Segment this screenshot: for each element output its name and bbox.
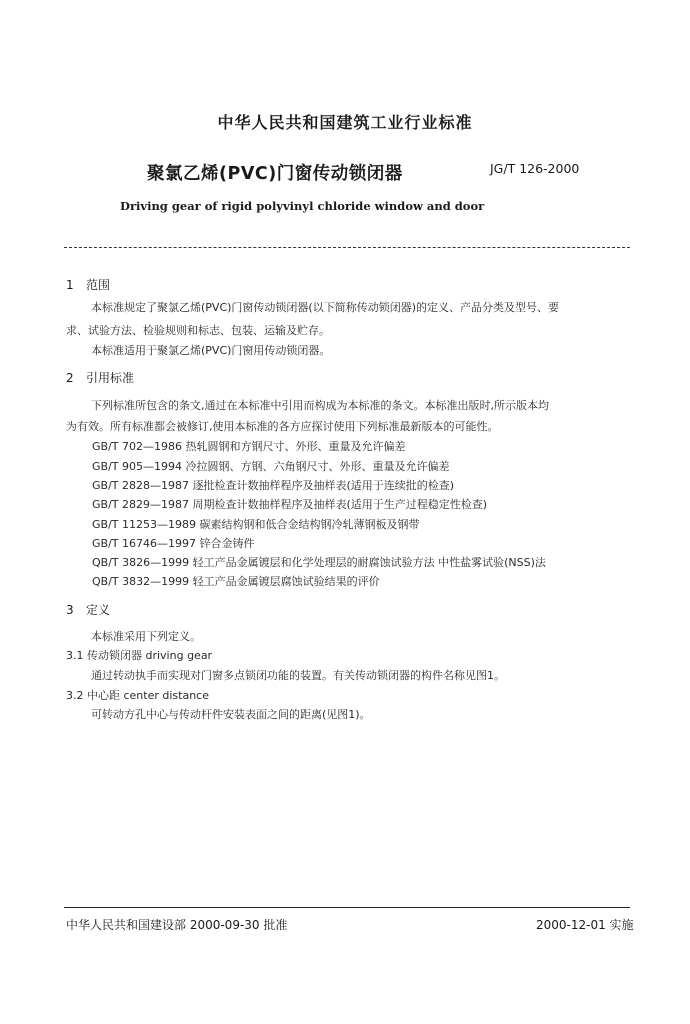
scope-paragraph-line-2: 求、试验方法、检验规则和标志、包装、运输及贮存。 — [66, 324, 330, 337]
footer-issuer: 中华人民共和国建设部 2000-09-30 批准 — [66, 918, 288, 932]
reference-item: GB/T 11253—1989 碳素结构钢和低合金结构钢冷轧薄钢板及钢带 — [92, 518, 420, 531]
header-divider — [64, 247, 630, 248]
footer-divider — [64, 907, 630, 908]
section-number: 2 — [66, 371, 74, 385]
reference-item: GB/T 16746—1997 锌合金铸件 — [92, 537, 255, 550]
section-number: 1 — [66, 278, 74, 292]
reference-item: QB/T 3832—1999 轻工产品金属镀层腐蚀试验结果的评价 — [92, 575, 380, 588]
standard-type-header: 中华人民共和国建筑工业行业标准 — [217, 113, 473, 132]
term-center-distance: 3.2 中心距 center distance — [66, 689, 209, 702]
scope-paragraph-2: 本标准适用于聚氯乙烯(PVC)门窗用传动锁闭器。 — [91, 344, 331, 357]
definitions-intro: 本标准采用下列定义。 — [91, 630, 201, 643]
reference-item: GB/T 2829—1987 周期检查计数抽样程序及抽样表(适用于生产过程稳定性检查) — [92, 498, 488, 511]
footer-implementation-date: 2000-12-01 实施 — [536, 918, 634, 932]
term-driving-gear: 3.1 传动锁闭器 driving gear — [66, 649, 213, 662]
section-title: 定义 — [86, 603, 111, 617]
standard-number: JG/T 126-2000 — [490, 161, 580, 176]
english-title: Driving gear of rigid polyvinyl chloride window and door — [120, 199, 485, 213]
section-references-heading — [66, 369, 134, 386]
term-center-distance-description: 可转动方孔中心与传动杆件安装表面之间的距离(见图1)。 — [91, 708, 371, 721]
document-title: 聚氯乙烯(PVC)门窗传动锁闭器 — [147, 164, 403, 184]
section-number: 3 — [66, 603, 74, 617]
section-title: 范围 — [86, 278, 111, 292]
section-title: 引用标准 — [86, 371, 135, 385]
reference-item: GB/T 702—1986 热轧圆钢和方钢尺寸、外形、重量及允许偏差 — [92, 440, 406, 453]
reference-item: QB/T 3826—1999 轻工产品金属镀层和化学处理层的耐腐蚀试验方法 中性盐雾试验(NSS)法 — [92, 556, 546, 569]
scope-paragraph-line-1: 本标准规定了聚氯乙烯(PVC)门窗传动锁闭器(以下简称传动锁闭器)的定义、产品分类及型号、要 — [91, 301, 560, 314]
section-definitions-heading — [66, 601, 110, 618]
reference-item: GB/T 2828—1987 逐批检查计数抽样程序及抽样表(适用于连续批的检查) — [92, 479, 455, 492]
reference-item: GB/T 905—1994 冷拉圆钢、方钢、六角钢尺寸、外形、重量及允许偏差 — [92, 460, 450, 473]
section-scope-heading — [66, 276, 110, 293]
term-driving-gear-description: 通过转动执手而实现对门窗多点锁闭功能的装置。有关传动锁闭器的构件名称见图1。 — [91, 669, 505, 682]
references-intro-line-2: 为有效。所有标准都会被修订,使用本标准的各方应探讨使用下列标准最新版本的可能性。 — [66, 420, 499, 433]
references-intro-line-1: 下列标准所包含的条文,通过在本标准中引用而构成为本标准的条文。本标准出版时,所示版本均 — [91, 399, 549, 412]
